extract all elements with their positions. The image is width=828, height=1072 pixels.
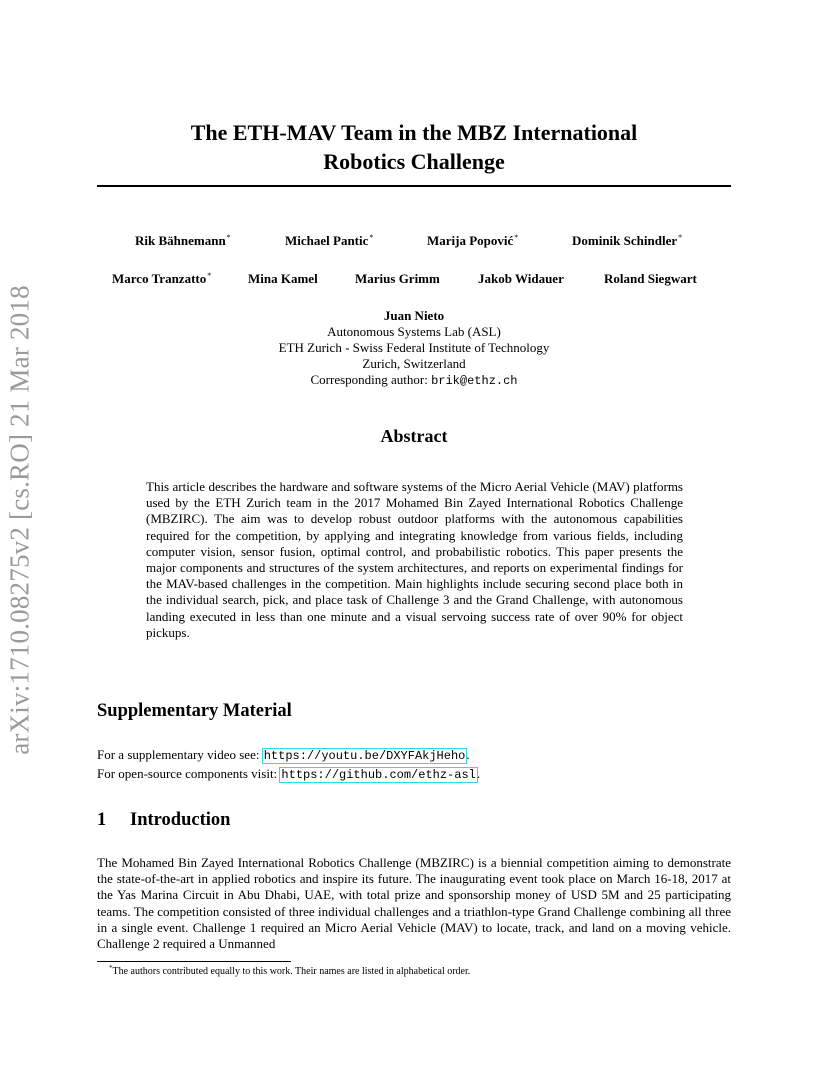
corresponding-email[interactable]: brik@ethz.ch [431,374,518,388]
last-author: Juan Nieto [383,308,445,323]
affiliation-location: Zurich, Switzerland [362,356,466,371]
section-number: 1 [97,810,107,830]
footnote-mark: * [109,964,113,972]
introduction-heading [97,810,230,831]
author: Dominik Schindler* [572,233,683,248]
github-link[interactable]: https://github.com/ethz-asl [281,768,476,782]
title-line-1: The ETH-MAV Team in the MBZ International [190,120,638,145]
author: Marija Popović* [427,233,519,248]
code-line: For open-source components visit: https://github.com/ethz-asl. [97,766,481,782]
affiliation-lab: Autonomous Systems Lab (ASL) [327,324,501,339]
author: Jakob Widauer [478,271,564,286]
abstract-heading: Abstract [380,426,448,446]
supplementary-heading: Supplementary Material [97,701,292,721]
supplementary-material [97,746,731,784]
corresponding-author: Corresponding author: brik@ethz.ch [310,372,518,388]
title-rule [97,185,731,187]
footnote-text: The authors contributed equally to this work. Their names are listed in alphabetical order. [112,966,471,977]
author: Michael Pantic* [285,233,374,248]
footnote [97,964,743,977]
author: Rik Bähnemann* [135,233,231,248]
video-link[interactable]: https://youtu.be/DXYFAkjHeho [263,749,466,763]
author: Marco Tranzatto* [112,271,212,286]
footnote-rule [97,961,291,962]
author: Marius Grimm [355,271,440,286]
affiliation-institute: ETH Zurich - Swiss Federal Institute of Technology [278,340,550,355]
affiliation-block [100,308,728,389]
introduction-text: The Mohamed Bin Zayed International Robotics Challenge (MBZIRC) is a biennial competition aiming to demonstrate the state-of-the-art in applied robotics and inspire its future. The inaugurating event took place on March 16-18, 2017 at the Yas Marina Circuit in Abu Dhabi, UAE, with total prize and sponsorship money of USD 5M and 25 participating teams. The competition consisted of three individual challenges and a triathlon-type Grand Challenge combining all three in a single event. Challenge 1 required an Micro Aerial Vehicle (MAV) to locate, track, and land on a moving vehicle. Challenge 2 required a Unmanned [97,855,731,952]
paper-title [100,118,728,176]
arxiv-identifier: arXiv:1710.08275v2 [cs.RO] 21 Mar 2018 [4,285,35,755]
section-title: Introduction [130,810,231,830]
abstract-text: This article describes the hardware and software systems of the Micro Aerial Vehicle (MAV) platforms used by the ETH Zurich team in the 2017 Mohamed Bin Zayed International Robotics Challenge (MBZIRC). The aim was to develop robust outdoor platforms with the autonomous capabilities required for the competition, by applying and integrating knowledge from various fields, including computer vision, sensor fusion, optimal control, and probabilistic robotics. This paper presents the major components and structures of the system architectures, and reports on experimental findings for the MAV-based challenges in the competition. Main highlights include securing second place both in the individual search, pick, and place task of Challenge 3 and the Grand Challenge, with autonomous landing executed in less than one minute and a visual servoing success rate of over 90% for object pickups. [146,479,683,640]
author: Roland Siegwart [604,271,697,286]
video-line: For a supplementary video see: https://youtu.be/DXYFAkjHeho. [97,747,470,763]
title-line-2: Robotics Challenge [323,149,505,174]
author: Mina Kamel [248,271,318,286]
